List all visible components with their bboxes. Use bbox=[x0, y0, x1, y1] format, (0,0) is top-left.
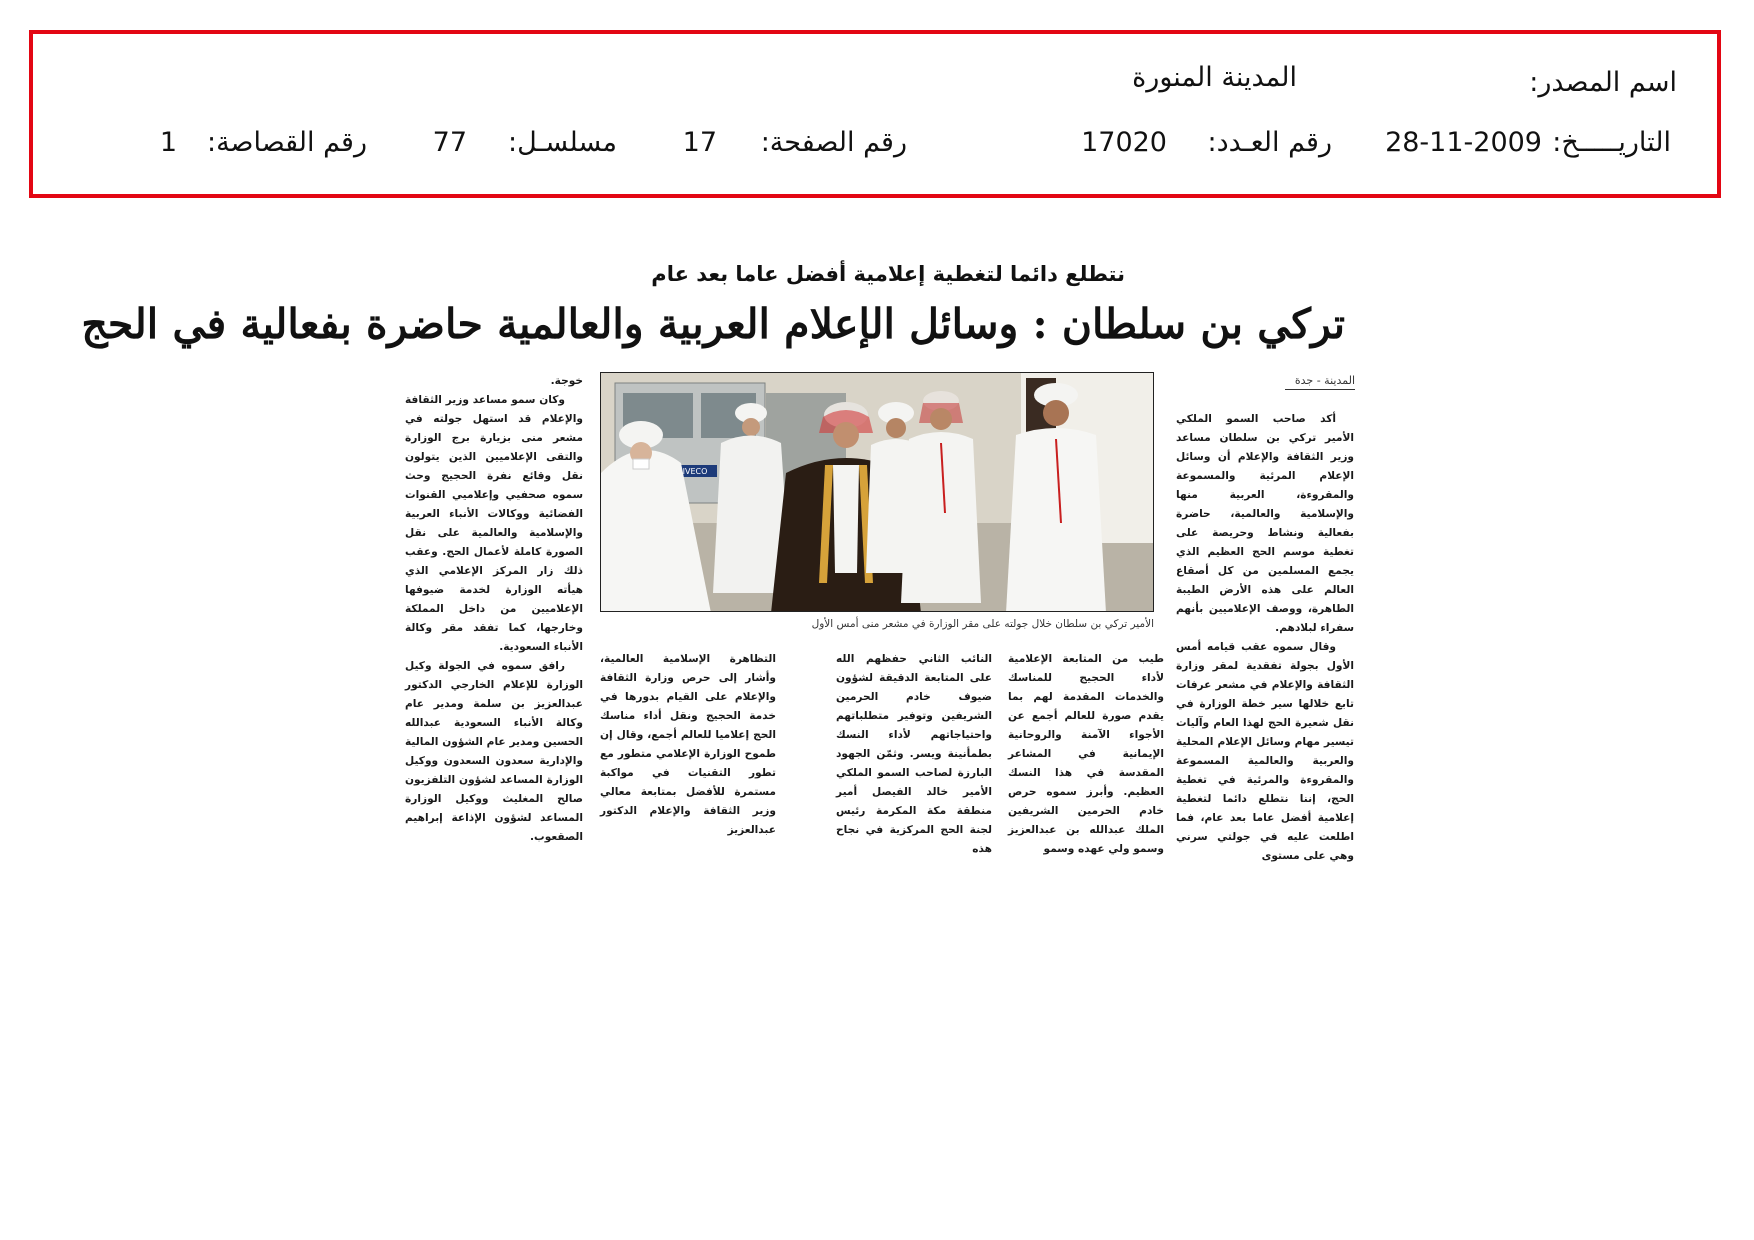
column-5 bbox=[405, 372, 583, 847]
paragraph: وقال سموه عقب قيامه أمس الأول بجولة تفقدية لمقر وزارة الثقافة والإعلام في مشعر عرفات تابع خلالها سير خطة الوزارة في نقل شعيرة الحج لهذا العام وآليات تيسير مهام وسائل الإعلام المحلية والعربية والعالمية المسموعة والمقروءة والمرئية في تغطية الحج، إننا نتطلع دائما لتغطية إعلامية أفضل عاما بعد عام، فما اطلعت عليه في جولتي سرني وهي على مستوى bbox=[1176, 641, 1354, 862]
paragraph: رافق سموه في الجولة وكيل الوزارة للإعلام الخارجي الدكتور عبدالعزيز بن سلمة ومدير عام وكالة الأنباء السعودية عبدالله الحسين ومدير عام الشؤون المالية والإدارية سعدون السعدون ووكيل الوزارة المساعد لشؤون التلفزيون صالح المغليث ووكيل الوزارة المساعد لشؤون الإذاعة إبراهيم الصقعوب. bbox=[405, 660, 583, 843]
paragraph: التظاهرة الإسلامية العالمية، وأشار إلى حرص وزارة الثقافة والإعلام على القيام بدورها في خدمة الحجيج ونقل أداء مناسك الحج إعلاميا للعالم أجمع، وقال إن طموح الوزارة الإعلامي متطور مع تطور التقنيات في مواكبة مستمرة للأفضل بمتابعة معالي وزير الثقافة والإعلام الدكتور عبدالعزيز bbox=[600, 653, 776, 836]
column-3 bbox=[836, 650, 992, 859]
page-label: رقم الصفحة: bbox=[760, 127, 907, 158]
paragraph: خوجة. bbox=[550, 375, 583, 387]
source-value: المدينة المنورة bbox=[1132, 62, 1297, 93]
clipping-label: رقم القصاصة: bbox=[206, 127, 367, 158]
column-4 bbox=[600, 650, 776, 840]
paragraph: طيب من المتابعة الإعلامية لأداء الحجيج للمناسك والخدمات المقدمة لهم بما يقدم صورة للعالم أجمع عن الأجواء الآمنة والروحانية الإيمانية في المشاعر المقدسة في هذا النسك العظيم. وأبرز سموه حرص خادم الحرمين الشريفين الملك عبدالله بن عبدالعزيز وسمو ولي عهده وسمو bbox=[1008, 653, 1164, 855]
serial-label: مسلسـل: bbox=[507, 127, 617, 158]
article-photo bbox=[600, 372, 1154, 612]
paragraph: أكد صاحب السمو الملكي الأمير تركي بن سلطان مساعد وزير الثقافة والإعلام أن وسائل الإعلام المرئية والمسموعة والمقروءة، العربية منها والإسلامية والعالمية، حاضرة بفعالية ونشاط وحريصة على تغطية موسم الحج العظيم الذي يجمع المسلمين من كل أصقاع العالم على هذه الأرض الطيبة الطاهرة، ووصف الإعلاميين بأنهم سفراء لبلادهم. bbox=[1176, 413, 1354, 634]
article-dateline: المدينة - جدة bbox=[1285, 374, 1355, 390]
page-value: 17 bbox=[682, 127, 717, 158]
source-label: اسم المصدر: bbox=[1529, 67, 1677, 98]
photo-illustration bbox=[601, 373, 1154, 612]
truck-label: IVECO bbox=[682, 467, 708, 476]
paragraph: النائب الثاني حفظهم الله على المتابعة الدقيقة لشؤون ضيوف خادم الحرمين الشريفين وتوفير متطلباتهم واحتياجاتهم لأداء النسك بطمأنينة ويسر. وثمّن الجهود البارزة لصاحب السمو الملكي الأمير خالد الفيصل أمير منطقة مكة المكرمة رئيس لجنة الحج المركزية في نجاح هذه bbox=[836, 653, 992, 855]
article-kicker: نتطلع دائما لتغطية إعلامية أفضل عاما بعد عام bbox=[651, 262, 1125, 286]
date-value: 28-11-2009 bbox=[1385, 127, 1542, 158]
column-2 bbox=[1008, 650, 1164, 859]
paragraph: وكان سمو مساعد وزير الثقافة والإعلام قد استهل جولته في مشعر منى بزيارة برج الوزارة والتقى الإعلاميين الذين يتولون نقل وقائع نفرة الحجيج وحث سموه صحفيي وإعلاميي القنوات الفضائية ووكالات الأنباء العربية والإسلامية والعالمية على نقل الصورة كاملة لأعمال الحج. وعقب ذلك زار المركز الإعلامي الذي هيأته الوزارة لخدمة ضيوفها الإعلاميين من داخل المملكة وخارجها، كما تفقد مقر وكالة الأنباء السعودية. bbox=[405, 394, 583, 653]
clipping-info-box bbox=[29, 30, 1721, 198]
photo-caption: الأمير تركي بن سلطان خلال جولته على مقر الوزارة في مشعر منى أمس الأول bbox=[811, 618, 1154, 630]
newspaper-article bbox=[81, 250, 1360, 862]
date-label: التاريـــــخ: bbox=[1552, 127, 1671, 158]
serial-value: 77 bbox=[432, 127, 467, 158]
column-1 bbox=[1176, 410, 1354, 866]
issue-value: 17020 bbox=[1081, 127, 1167, 158]
issue-label: رقم العـدد: bbox=[1207, 127, 1332, 158]
clipping-value: 1 bbox=[159, 127, 177, 158]
article-headline: تركي بن سلطان : وسائل الإعلام العربية والعالمية حاضرة بفعالية في الحج bbox=[81, 300, 1345, 348]
